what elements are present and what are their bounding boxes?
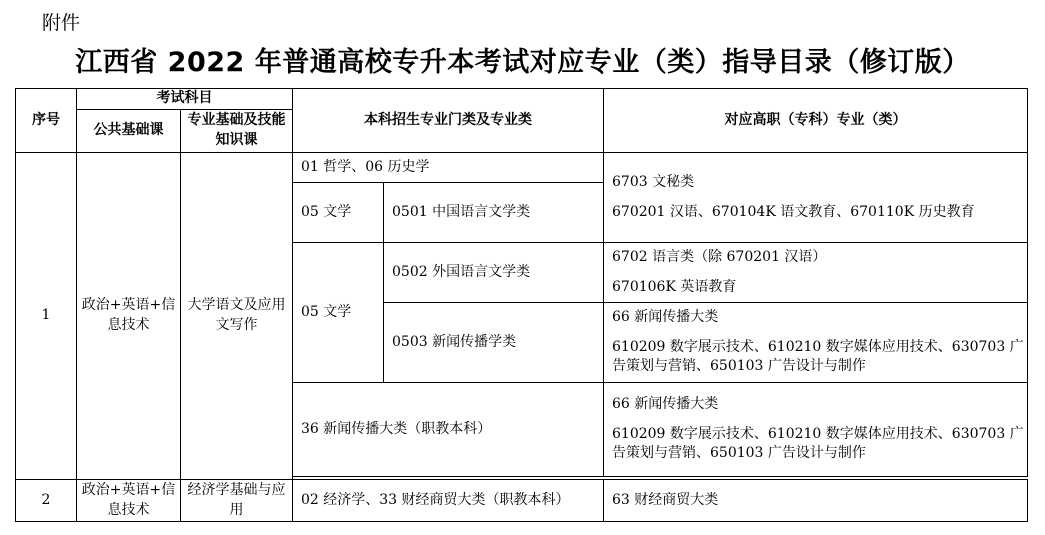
- group2-seq: 2: [16, 480, 77, 522]
- news-cell-a: [604, 303, 1028, 383]
- literature-cell-b: 05 文学: [293, 243, 384, 383]
- page-title: 江西省 2022 年普通高校专升本考试对应专业（类）指导目录（修订版）: [75, 47, 970, 78]
- language-category: 6702 语言类（除 670201 汉语）: [612, 248, 827, 265]
- header-exam-subjects: 考试科目: [77, 89, 293, 110]
- english-education: 670106K 英语教育: [612, 278, 737, 295]
- header-vocational-major: 对应高职（专科）专业（类）: [604, 89, 1028, 153]
- directory-table: [15, 88, 1028, 522]
- literature-cell-a: 05 文学: [293, 183, 384, 243]
- news-majors-a: 610209 数字展示技术、610210 数字媒体应用技术、630703 广告策划与营销、650103 广告设计与制作: [612, 338, 1024, 375]
- group1-major-course: 大学语文及应用文写作: [181, 153, 293, 480]
- language-cell: [604, 243, 1028, 303]
- secretary-category: 6703 文秘类: [612, 173, 695, 190]
- news-category-a: 66 新闻传播大类: [612, 309, 719, 326]
- news-category-b: 66 新闻传播大类: [612, 396, 719, 413]
- group2-public-course: 政治+英语+信息技术: [77, 480, 181, 522]
- header-undergrad-major: 本科招生专业门类及专业类: [293, 89, 604, 153]
- header-major-course: 专业基础及技能知识课: [181, 110, 293, 153]
- chinese-literature-cell: 0501 中国语言文学类: [384, 183, 604, 243]
- secretary-majors: 670201 汉语、670104K 语文教育、670110K 历史教育: [612, 203, 975, 220]
- header-seq: 序号: [16, 89, 77, 153]
- journalism-cell: 0503 新闻传播学类: [384, 303, 604, 383]
- secretary-cell: [604, 153, 1028, 243]
- group1-seq: 1: [16, 153, 77, 480]
- foreign-literature-cell: 0502 外国语言文学类: [384, 243, 604, 303]
- group2-vocational-cell: 63 财经商贸大类: [604, 480, 1028, 522]
- news-cell-b: [604, 383, 1028, 477]
- group1-public-course: 政治+英语+信息技术: [77, 153, 181, 480]
- philosophy-history-cell: 01 哲学、06 历史学: [293, 153, 604, 183]
- news-voc-undergrad-cell: 36 新闻传播大类（职教本科）: [293, 383, 604, 477]
- header-public-course: 公共基础课: [77, 110, 181, 153]
- group2-undergrad-cell: 02 经济学、33 财经商贸大类（职教本科）: [293, 480, 604, 522]
- attachment-label: 附件: [42, 12, 81, 34]
- group2-major-course: 经济学基础与应用: [181, 480, 293, 522]
- news-majors-b: 610209 数字展示技术、610210 数字媒体应用技术、630703 广告策划与营销、650103 广告设计与制作: [612, 425, 1024, 462]
